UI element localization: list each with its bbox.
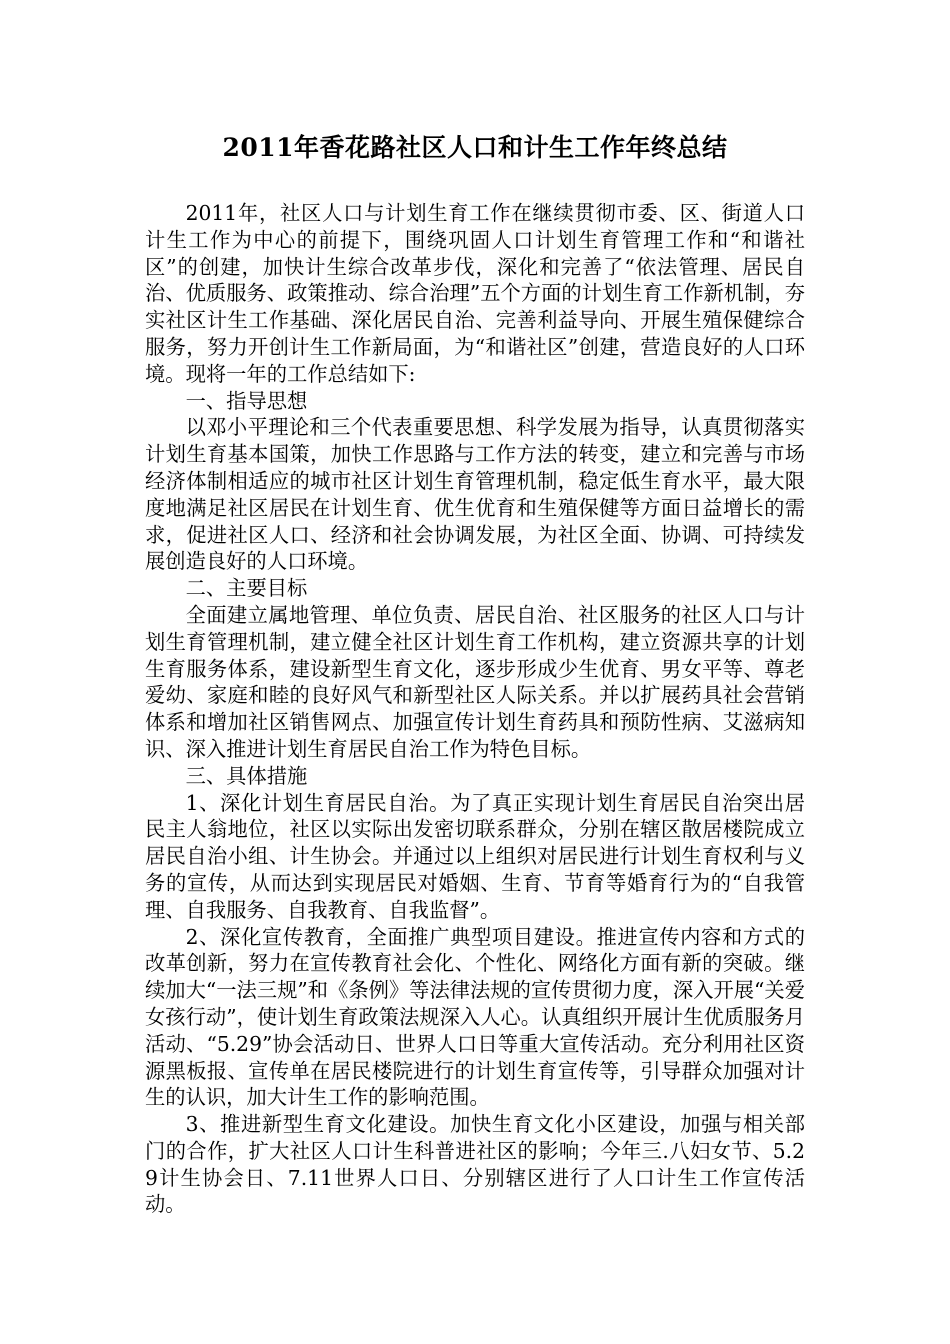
- intro-paragraph: 2011年，社区人口与计划生育工作在继续贯彻市委、区、街道人口计生工作为中心的前提下，围绕巩固人口计划生育管理工作和“和谐社区”的创建，加快计生综合改革步伐，深化和完善了“依法管理、居民自治、优质服务、政策推动、综合治理”五个方面的计划生育工作新机制，夯实社区计生工作基础、深化居民自治、完善利益导向、开展生殖保健综合服务，努力开创计生工作新局面，为“和谐社区”创建，营造良好的人口环境。现将一年的工作总结如下:: [145, 201, 805, 386]
- section-heading-main-goals: 二、主要目标: [185, 576, 308, 601]
- document-page: [145, 130, 805, 1218]
- guiding-ideology-paragraph: 以邓小平理论和三个代表重要思想、科学发展为指导，认真贯彻落实计划生育基本国策，加快工作思路与工作方法的转变，建立和完善与市场经济体制相适应的城市社区计划生育管理机制，稳定低生育水平，最大限度地满足社区居民在计划生育、优生优育和生殖保健等方面日益增长的需求，促进社区人口、经济和社会协调发展，为社区全面、协调、可持续发展创造良好的人口环境。: [145, 415, 805, 574]
- measure-2-paragraph: 2、深化宣传教育，全面推广典型项目建设。推进宣传内容和方式的改革创新，努力在宣传教育社会化、个性化、网络化方面有新的突破。继续加大“一法三规”和《条例》等法律法规的宣传贯彻力度，深入开展“关爱女孩行动”，使计划生育政策法规深入人心。认真组织开展计生优质服务月活动、“5.29”协会活动日、世界人口日等重大宣传活动。充分利用社区资源黑板报、宣传单在居民楼院进行的计划生育宣传等，引导群众加强对计生的认识，加大计生工作的影响范围。: [145, 924, 805, 1110]
- measure-1-paragraph: 1、深化计划生育居民自治。为了真正实现计划生育居民自治突出居民主人翁地位，社区以实际出发密切联系群众，分别在辖区散居楼院成立居民自治小组、计生协会。并通过以上组织对居民进行计划生育权利与义务的宣传，从而达到实现居民对婚姻、生育、节育等婚育行为的“自我管理、自我服务、自我教育、自我监督”。: [145, 790, 805, 922]
- section-heading-guiding-ideology: 一、指导思想: [185, 388, 308, 413]
- page-title: 2011年香花路社区人口和计生工作年终总结: [222, 133, 728, 162]
- measure-3-paragraph: 3、推进新型生育文化建设。加快生育文化小区建设，加强与相关部门的合作，扩大社区人口计生科普进社区的影响；今年三.八妇女节、5.29计生协会日、7.11世界人口日、分别辖区进行了人口计生工作宣传活动。: [145, 1112, 805, 1217]
- main-goals-paragraph: 全面建立属地管理、单位负责、居民自治、社区服务的社区人口与计划生育管理机制，建立健全社区计划生育工作机构，建立资源共享的计划生育服务体系，建设新型生育文化，逐步形成少生优育、男女平等、尊老爱幼、家庭和睦的良好风气和新型社区人际关系。并以扩展药具社会营销体系和增加社区销售网点、加强宣传计划生育药具和预防性病、艾滋病知识、深入推进计划生育居民自治工作为特色目标。: [145, 602, 805, 761]
- section-heading-specific-measures: 三、具体措施: [185, 763, 308, 788]
